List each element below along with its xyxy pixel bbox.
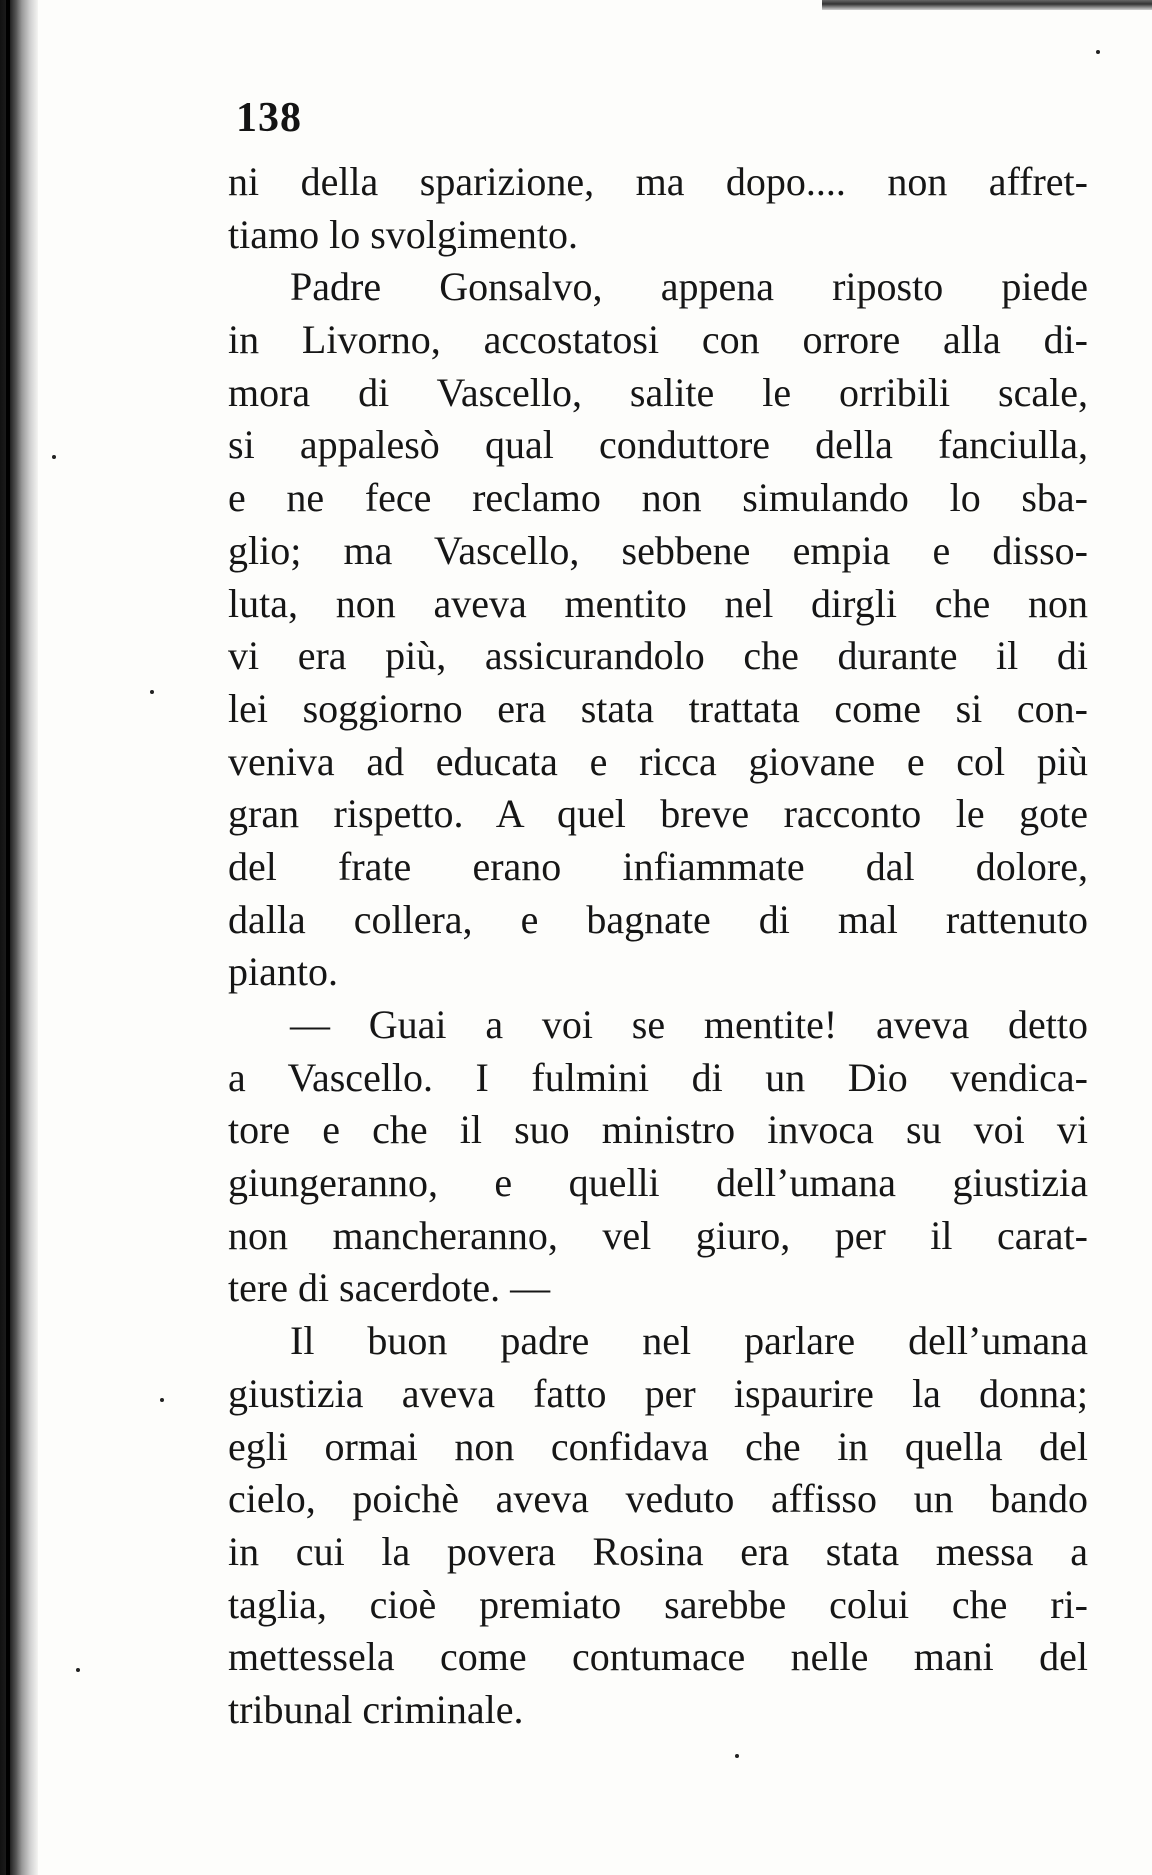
text-line: luta, non aveva mentito nel dirgli che non (228, 580, 1088, 626)
text-line: — Guai a voi se mentite! aveva detto (290, 1002, 1088, 1047)
text-line: in cui la povera Rosina era stata messa a (228, 1528, 1088, 1574)
body-text (228, 156, 1088, 1737)
page-number: 138 (236, 95, 302, 141)
text-line: Il buon padre nel parlare dell’umana (290, 1318, 1088, 1364)
text-line: dalla collera, e bagnate di mal rattenuto (228, 896, 1088, 942)
scan-speck (150, 690, 154, 694)
text-line: vi era più, assicurandolo che durante il di (228, 633, 1088, 679)
text-line: tiamo lo svolgimento. (228, 211, 578, 257)
text-line: pianto. (228, 949, 338, 995)
text-line: tore e che il suo ministro invoca su voi vi (228, 1107, 1088, 1153)
text-line: giungeranno, e quelli dell’umana giustizia (228, 1160, 1088, 1206)
scan-edge-artifact (822, 0, 1152, 10)
text-line: mettessela come contumace nelle mani del (228, 1634, 1088, 1680)
text-line: a Vascello. I fulmini di un Dio vendica- (228, 1054, 1088, 1100)
text-line: in Livorno, accostatosi con orrore alla di- (228, 317, 1088, 363)
text-line: ni della sparizione, ma dopo.... non affret- (228, 159, 1088, 204)
text-line: tere di sacerdote. — (228, 1265, 551, 1311)
text-line: veniva ad educata e ricca giovane e col più (228, 738, 1088, 784)
scan-speck (1096, 50, 1100, 54)
text-line: si appalesò qual conduttore della fanciulla, (228, 422, 1088, 468)
text-line: del frate erano infiammate dal dolore, (228, 843, 1088, 889)
text-line: non mancheranno, vel giuro, per il carat- (228, 1212, 1088, 1258)
text-line: tribunal criminale. (228, 1686, 524, 1732)
text-line: mora di Vascello, salite le orribili scale, (228, 369, 1088, 415)
scan-speck (160, 1398, 164, 1402)
text-line: glio; ma Vascello, sebbene empia e disso- (228, 527, 1088, 573)
text-line: e ne fece reclamo non simulando lo sba- (228, 475, 1088, 521)
scan-speck (52, 455, 56, 459)
text-line: cielo, poichè aveva veduto affisso un bando (228, 1476, 1088, 1522)
binding-shadow-line (6, 0, 10, 1875)
text-line: egli ormai non confidava che in quella del (228, 1423, 1088, 1469)
text-line: gran rispetto. A quel breve racconto le gote (228, 791, 1088, 837)
text-line: giustizia aveva fatto per ispaurire la donna; (228, 1370, 1088, 1416)
text-line: lei soggiorno era stata trattata come si con- (228, 685, 1088, 731)
scan-speck (735, 1754, 739, 1758)
scan-speck (76, 1668, 80, 1672)
text-line: taglia, cioè premiato sarebbe colui che ri- (228, 1581, 1088, 1627)
text-line: Padre Gonsalvo, appena riposto piede (290, 264, 1088, 310)
